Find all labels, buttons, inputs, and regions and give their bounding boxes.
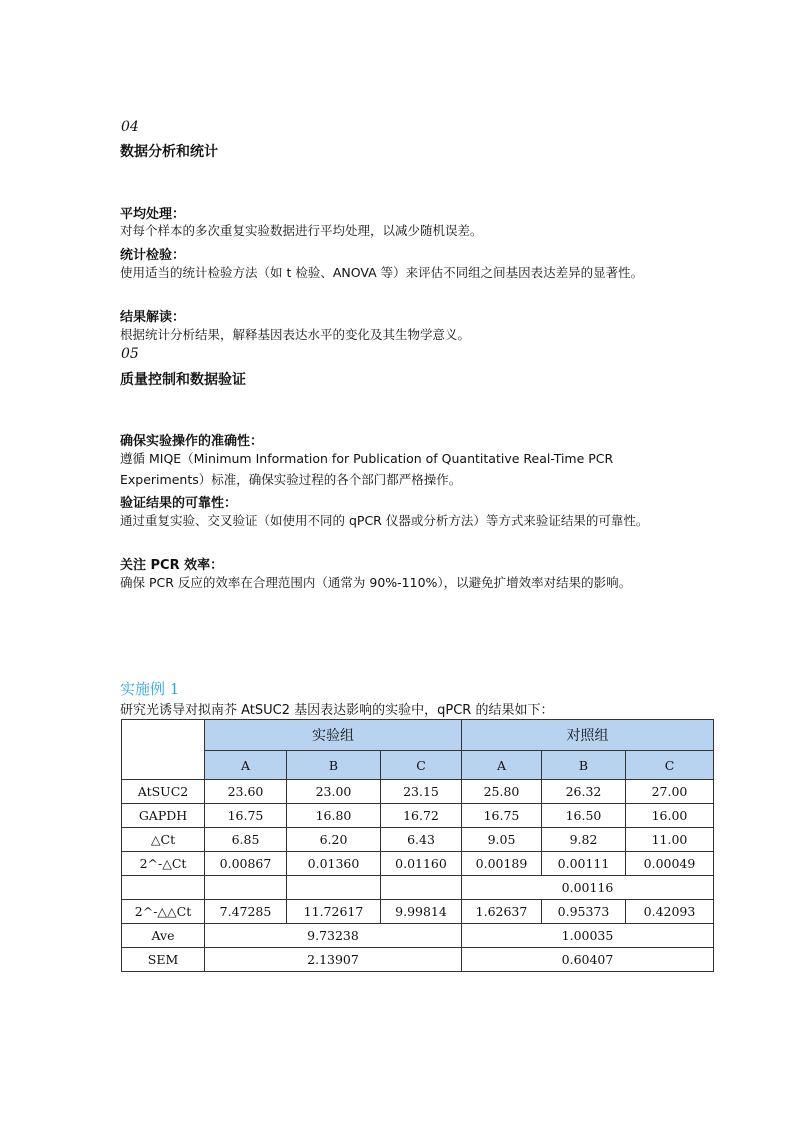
table-cell: 0.00867	[205, 852, 287, 876]
subcol-header: C	[381, 751, 462, 780]
table-cell: 0.01160	[381, 852, 462, 876]
table-cell: 25.80	[462, 780, 542, 804]
row-label: SEM	[122, 948, 205, 972]
subcol-header: B	[542, 751, 626, 780]
table-cell: 0.00111	[542, 852, 626, 876]
table-row	[122, 852, 714, 876]
item-label: 关注 PCR 效率：	[120, 558, 224, 573]
table-row	[122, 804, 714, 828]
item-label: 验证结果的可靠性：	[120, 496, 238, 511]
table-cell: 6.43	[381, 828, 462, 852]
table-cell: 16.75	[462, 804, 542, 828]
section-number: 04	[121, 119, 139, 135]
table-cell: 11.00	[626, 828, 714, 852]
table-row	[122, 780, 714, 804]
table-cell	[205, 876, 287, 900]
item-label: 结果解读：	[120, 310, 186, 325]
ave-experiment: 9.73238	[205, 924, 462, 948]
item-label: 统计检验：	[120, 248, 186, 263]
ave-control: 1.00035	[462, 924, 714, 948]
item-text: 根据统计分析结果，解释基因表达水平的变化及其生物学意义。	[120, 327, 471, 342]
example-title: 实施例 1	[120, 680, 180, 698]
table-cell	[381, 876, 462, 900]
table-cell: 27.00	[626, 780, 714, 804]
table-row	[122, 876, 714, 900]
control-mean-cell: 0.00116	[462, 876, 714, 900]
qpcr-results-table	[121, 719, 714, 972]
item-text: 通过重复实验、交叉验证（如使用不同的 qPCR 仪器或分析方法）等方式来验证结果的可靠性。	[120, 513, 649, 528]
item-text: 使用适当的统计检验方法（如 t 检验、ANOVA 等）来评估不同组之间基因表达差异的显著性。	[120, 265, 644, 280]
table-cell: 23.00	[287, 780, 381, 804]
section-number: 05	[121, 346, 139, 362]
table-cell	[287, 876, 381, 900]
row-label: GAPDH	[122, 804, 205, 828]
table-cell: 0.95373	[542, 900, 626, 924]
table-cell: 6.20	[287, 828, 381, 852]
table-cell: 0.01360	[287, 852, 381, 876]
table-cell: 16.00	[626, 804, 714, 828]
item-label: 平均处理：	[120, 207, 186, 222]
group-header-experiment: 实验组	[205, 720, 462, 751]
table-cell: 16.80	[287, 804, 381, 828]
table-cell: 9.82	[542, 828, 626, 852]
table-cell: 16.72	[381, 804, 462, 828]
table-cell: 23.60	[205, 780, 287, 804]
item-text: 对每个样本的多次重复实验数据进行平均处理，以减少随机误差。	[120, 223, 483, 238]
item-text: 遵循 MIQE（Minimum Information for Publication of Quantitative Real-Time PCR Experiments）标准，确保实验过程的各个部门都严格操作。	[120, 451, 614, 487]
table-cell: 16.75	[205, 804, 287, 828]
item-text: 确保 PCR 反应的效率在合理范围内（通常为 90%-110%），以避免扩增效率对结果的影响。	[120, 575, 632, 590]
subcol-header: B	[287, 751, 381, 780]
table-cell: 11.72617	[287, 900, 381, 924]
group-header-control: 对照组	[462, 720, 714, 751]
table-cell: 6.85	[205, 828, 287, 852]
row-label: △Ct	[122, 828, 205, 852]
example-intro: 研究光诱导对拟南芥 AtSUC2 基因表达影响的实验中，qPCR 的结果如下：	[120, 703, 554, 718]
table-cell: 7.47285	[205, 900, 287, 924]
row-label: AtSUC2	[122, 780, 205, 804]
sem-experiment: 2.13907	[205, 948, 462, 972]
row-label: 2^-△△Ct	[122, 900, 205, 924]
table-cell: 23.15	[381, 780, 462, 804]
table-row	[122, 948, 714, 972]
section-title: 数据分析和统计	[120, 144, 218, 160]
table-cell: 0.00049	[626, 852, 714, 876]
item-label: 确保实验操作的准确性：	[120, 434, 264, 449]
table-cell: 16.50	[542, 804, 626, 828]
row-label: 2^-△Ct	[122, 852, 205, 876]
subcol-header: C	[626, 751, 714, 780]
table-cell: 0.00189	[462, 852, 542, 876]
sem-control: 0.60407	[462, 948, 714, 972]
table-cell: 0.42093	[626, 900, 714, 924]
table-row	[122, 900, 714, 924]
table-cell: 1.62637	[462, 900, 542, 924]
section-title: 质量控制和数据验证	[120, 372, 246, 388]
table-row	[122, 828, 714, 852]
subcol-header: A	[205, 751, 287, 780]
row-label: Ave	[122, 924, 205, 948]
table-cell: 9.99814	[381, 900, 462, 924]
corner-cell	[122, 720, 205, 780]
table-cell	[122, 876, 205, 900]
table-cell: 9.05	[462, 828, 542, 852]
table-cell: 26.32	[542, 780, 626, 804]
table-row	[122, 924, 714, 948]
subcol-header: A	[462, 751, 542, 780]
